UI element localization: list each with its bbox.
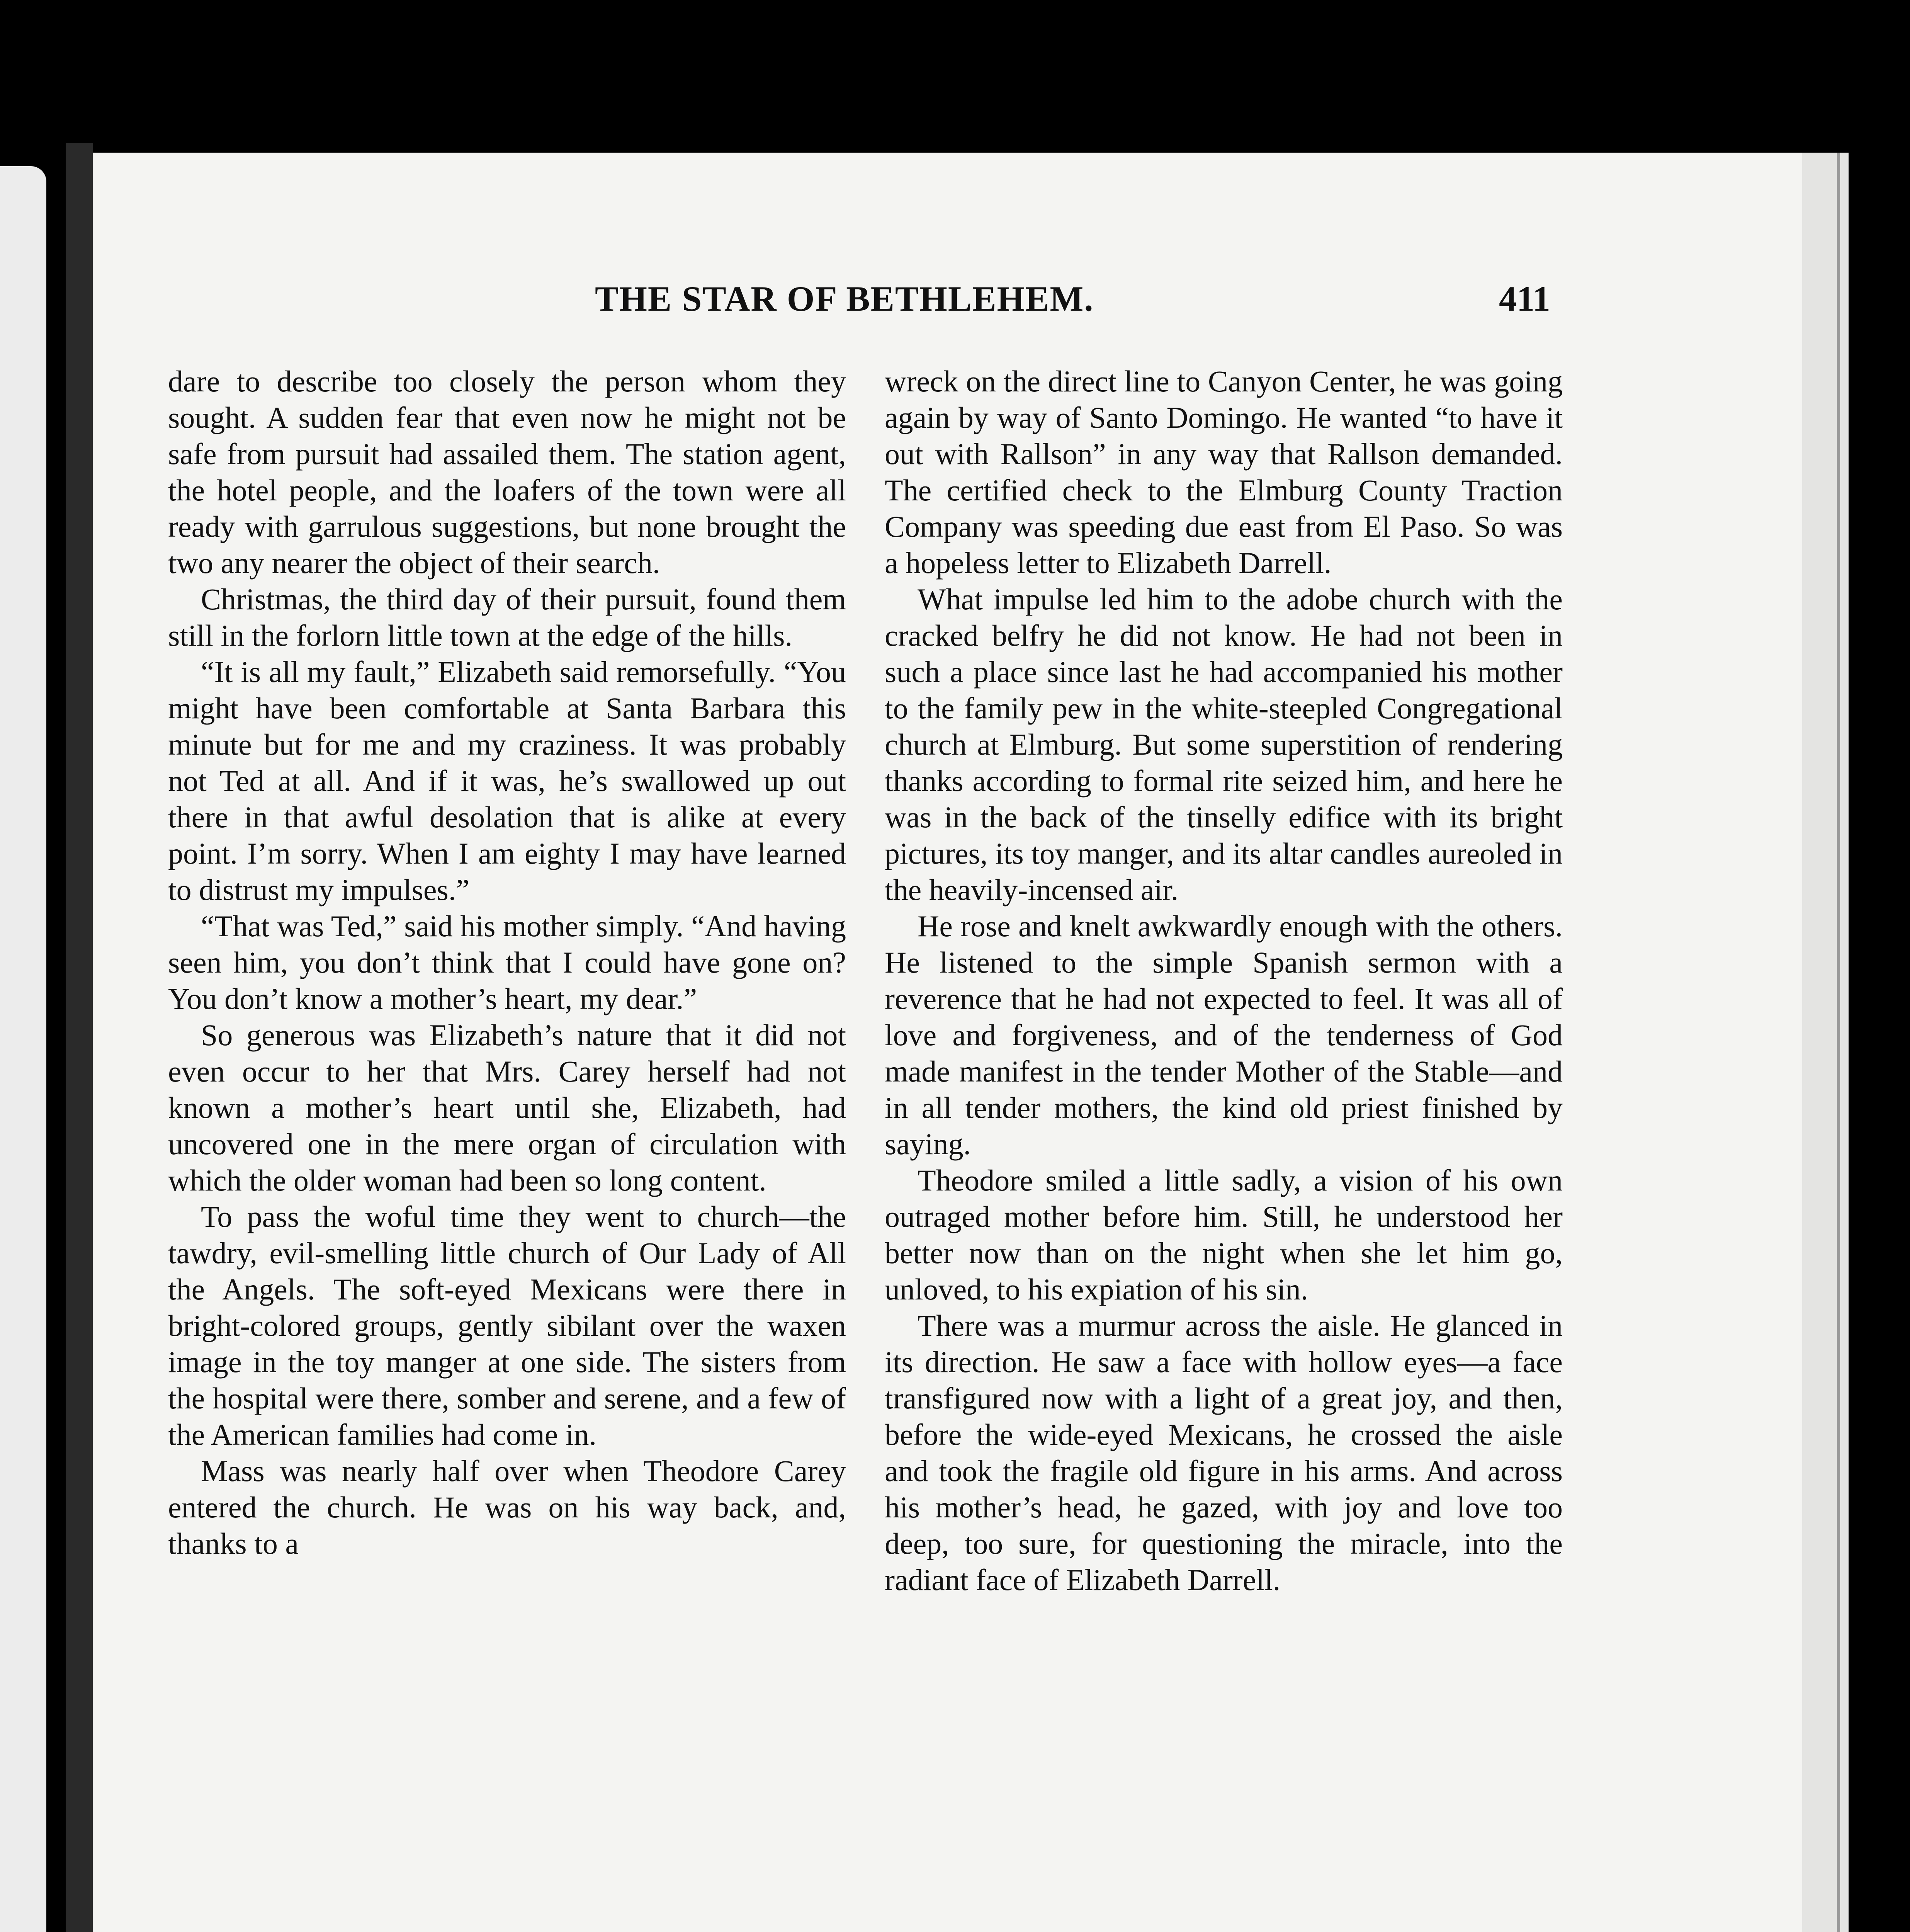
page-number: 411 [1499, 279, 1550, 318]
paragraph: He rose and knelt awkwardly enough with the others. He listened to the simple Spanish sermon with a reverence that he had not expected to feel. It was all of love and forgiveness, and of the tenderness of God made manifest in the tender Mother of the Stable—and in all tender mothers, the kind old priest finished by saying. [885, 909, 1563, 1161]
running-title: THE STAR OF BETHLEHEM. [595, 279, 1094, 318]
fore-edge-line [1837, 153, 1840, 1932]
paragraph: To pass the woful time they went to church—the tawdry, evil-smelling little church of Our Lady of All the Angels. The soft-eyed Mexicans were there in bright-colored groups, gently sibilant over the waxen image in the toy manger at one side. The sisters from the hospital were there, somber and serene, and a few of the American families had come in. [168, 1200, 846, 1451]
paragraph: Theodore smiled a little sadly, a vision of his own outraged mother before him. Still, he understood her better now than on the night when she let him go, unloved, to his expiation of his sin. [885, 1163, 1563, 1306]
book-gutter [66, 143, 93, 1932]
right-column [885, 363, 1563, 1598]
paragraph: wreck on the direct line to Canyon Center, he was going again by way of Santo Domingo. He wanted “to have it out with Rallson” in any way that Rallson demanded. The certified check to the Elmburg County Traction Company was speeding due east from El Paso. So was a hopeless letter to Elizabeth Darrell. [885, 364, 1563, 580]
book-page [93, 153, 1802, 1932]
paragraph: “It is all my fault,” Elizabeth said remorsefully. “You might have been comfortable at Santa Barbara this minute but for me and my craziness. It was probably not Ted at all. And if it was, he’s swallowed up out there in that awful desolation that is alike at every point. I’m sorry. When I am eighty I may have learned to distrust my impulses.” [168, 655, 846, 906]
paragraph: What impulse led him to the adobe church with the cracked belfry he did not know. He had not been in such a place since last he had accompanied his mother to the family pew in the white-steepled Congregational church at Elmburg. But some superstition of rendering thanks according to formal rite seized him, and here he was in the back of the tinselly edifice with its bright pictures, its toy manger, and its altar candles aureoled in the heavily-incensed air. [885, 582, 1563, 906]
paragraph: So generous was Elizabeth’s nature that it did not even occur to her that Mrs. Carey herself had not known a mother’s heart until she, Elizabeth, had uncovered one in the mere organ of circulation with which the older woman had been so long content. [168, 1018, 846, 1197]
paragraph: “That was Ted,” said his mother simply. “And having seen him, you don’t think that I could have gone on? You don’t know a mother’s heart, my dear.” [168, 909, 846, 1015]
paragraph: Christmas, the third day of their pursuit, found them still in the forlorn little town at the edge of the hills. [168, 582, 846, 652]
left-column [168, 363, 846, 1562]
page-header [93, 278, 1802, 332]
paragraph: Mass was nearly half over when Theodore Carey entered the church. He was on his way back, and, thanks to a [168, 1454, 846, 1560]
paragraph: dare to describe too closely the person whom they sought. A sudden fear that even now he might not be safe from pursuit had assailed them. The station agent, the hotel people, and the loafers of the town were all ready with garrulous suggestions, but none brought the two any nearer the object of their search. [168, 364, 846, 580]
adjacent-page-edge [0, 166, 46, 1932]
page-fore-edge [1802, 153, 1849, 1932]
paragraph: There was a murmur across the aisle. He glanced in its direction. He saw a face with hollow eyes—a face transfigured now with a light of a great joy, and then, before the wide-eyed Mexicans, he crossed the aisle and took the fragile old figure in his arms. And across his mother’s head, he gazed, with joy and love too deep, too sure, for questioning the miracle, into the radiant face of Elizabeth Darrell. [885, 1309, 1563, 1597]
